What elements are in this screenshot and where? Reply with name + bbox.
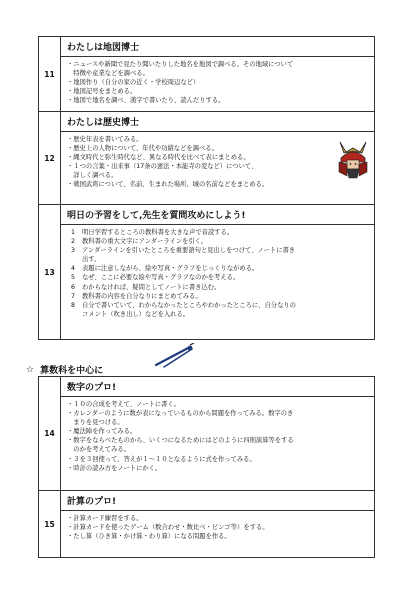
content-line: ・戦国武将について、名前、生まれた場所、城の名前などをまとめる。 xyxy=(67,181,269,189)
row-title: わたしは歴史博士 xyxy=(61,112,374,132)
content-line: ・地図作り（自分の家の近く・学校周辺など） xyxy=(67,79,200,87)
list-item: 2 教科書の重大文字にアンダーラインを引く。 xyxy=(71,238,208,246)
row-content xyxy=(61,132,374,193)
numbered-list xyxy=(61,225,374,322)
table-row xyxy=(39,112,374,205)
list-item: 4 表題に注意しながら、絵や写真・グラフをじっくりながめる。 xyxy=(71,265,259,273)
content-line: ・縄文時代と弥生時代など、異なる時代を比べて表にまとめる。 xyxy=(67,154,250,162)
list-item: 7 教科書の内容を自分なりにまとめてみる。 xyxy=(71,292,202,300)
table-row xyxy=(39,377,374,491)
content-line: ・カレンダーのように数が表になっているものから問題を作ってみる。数字のき xyxy=(67,410,294,418)
list-item: 出す。 xyxy=(82,256,101,264)
row-title: わたしは地図博士 xyxy=(61,37,374,57)
row-title: 明日の予習をして,先生を質問攻めにしよう! xyxy=(61,205,374,225)
row-number: 15 xyxy=(39,491,61,557)
samurai-helmet-icon xyxy=(336,138,370,180)
activity-table-1 xyxy=(38,36,375,340)
content-line: のかを考えてみる。 xyxy=(67,446,130,454)
content-line: 特徴や産業などを調べる。 xyxy=(67,70,149,78)
content-line: ・地図記号をまとめる。 xyxy=(67,88,137,96)
list-item: 8 自分で書いていて、わからなかったところやわかったところに、自分なりの xyxy=(71,301,296,309)
row-title: 数字のプロ! xyxy=(61,377,374,397)
compass-icon xyxy=(150,343,196,369)
table-row xyxy=(39,491,374,557)
content-line: ・地図で地名を調べ、漢字で書いたり、読んだりする。 xyxy=(67,97,225,105)
row-number: 14 xyxy=(39,377,61,490)
activity-table-2 xyxy=(38,376,375,558)
content-line: ・時計の読み方をノートにかく。 xyxy=(67,464,162,472)
row-content xyxy=(61,57,374,108)
content-line: ・歴史上の人物について、年代や功績などを調べる。 xyxy=(67,145,218,153)
content-line: ・計算カード練習をする。 xyxy=(67,515,143,522)
content-line: ・１０の合成を考えて、ノートに書く。 xyxy=(67,401,180,408)
row-content xyxy=(61,511,374,544)
content-line: まりを見つける。 xyxy=(67,419,124,427)
row-number: 11 xyxy=(39,37,61,111)
content-line: ・数字をならべたものから、いくつになるためにはどのように四則演算等をする xyxy=(67,437,294,445)
section-heading xyxy=(26,363,103,376)
content-line: ・計算カードを使ったゲーム（数合わせ・数比べ・ビンゴ等）をする。 xyxy=(67,524,269,532)
table-row xyxy=(39,205,374,339)
content-line: ・１つの言葉・出来事（17条の憲法・本能寺の変など）について、 xyxy=(67,163,258,171)
content-line: ・歴史年表を書いてみる。 xyxy=(67,136,143,143)
list-item: 5 なぜ、ここに必要な絵や写真・グラフなのかを考える。 xyxy=(71,274,240,282)
list-item: コメント（吹き出し）などを入れる。 xyxy=(82,310,190,318)
star-icon: ☆ xyxy=(26,364,35,375)
table-row xyxy=(39,37,374,112)
section-title: 算数科を中心に xyxy=(40,366,104,376)
content-line: ・たし算（ひき算・かけ算・わり算）になる問題を作る。 xyxy=(67,533,231,541)
content-line: ・ニュースや新聞で見たり聞いたりした地名を地図で調べる。その地域について xyxy=(67,61,294,68)
content-line: 詳しく調べる。 xyxy=(67,172,118,180)
list-item: 1 明日学習するところの教科書を大きな声で音読する。 xyxy=(71,229,234,236)
content-line: ・３を３回使って、答えが１～１０となるように式を作ってみる。 xyxy=(67,455,256,463)
row-number: 12 xyxy=(39,112,61,204)
row-content xyxy=(61,397,374,476)
row-title: 計算のプロ! xyxy=(61,491,374,511)
content-line: ・魔法陣を作ってみる。 xyxy=(67,428,137,436)
list-item: 3 アンダーラインを引いたところを重要語句と見出しをつけて、ノートに書き xyxy=(71,247,296,255)
row-number: 13 xyxy=(39,205,61,339)
list-item: 6 わからなければ、疑問としてノートに書き込む。 xyxy=(71,283,221,291)
